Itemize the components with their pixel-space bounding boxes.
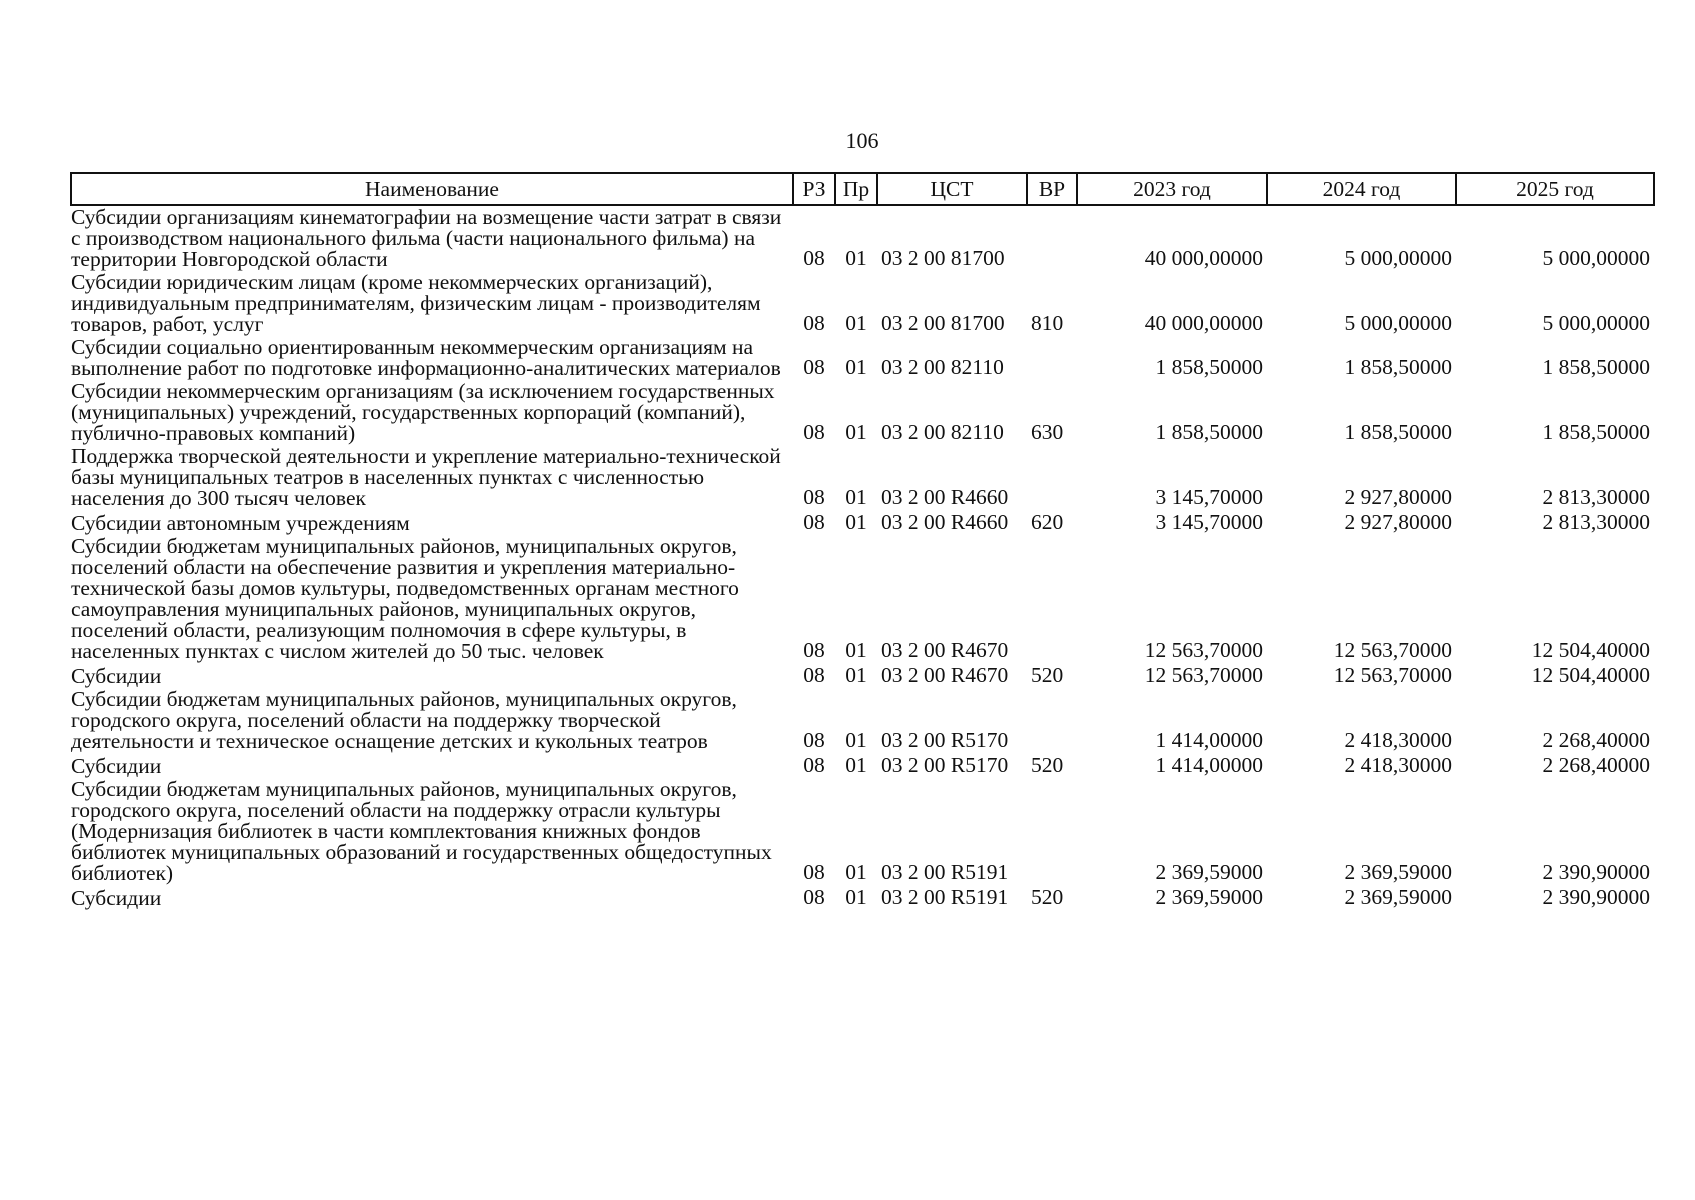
- row-cst: 03 2 00 81700: [881, 311, 1005, 335]
- row-2023: 40 000,00000: [1144, 311, 1263, 335]
- row-rz: 08: [803, 860, 825, 884]
- row-pr: 01: [845, 663, 867, 687]
- row-name: Субсидии: [71, 754, 162, 778]
- row-pr: 01: [845, 753, 867, 777]
- row-name: Субсидии бюджетам муниципальных районов, муниципальных округов, городского округа, поселений области на поддержку отрасли культуры (Модернизация библиотек в части комплектования книжных фондов библиотек муниципальных образований и государственных общедоступных библиотек): [71, 777, 772, 885]
- row-2024: 5 000,00000: [1344, 311, 1452, 335]
- header-cst: ЦСТ: [877, 173, 1027, 205]
- row-name: Субсидии: [71, 664, 162, 688]
- row-vr: 810: [1031, 311, 1064, 335]
- row-2024: 2 418,30000: [1344, 728, 1452, 752]
- row-pr: 01: [845, 355, 867, 379]
- row-name: Субсидии юридическим лицам (кроме некоммерческих организаций), индивидуальным предпринимателям, физическим лицам - производителям товаров, работ, услуг: [71, 270, 761, 336]
- header-pr: Пр: [835, 173, 877, 205]
- row-2025: 1 858,50000: [1542, 355, 1650, 379]
- row-2025: 2 390,90000: [1542, 885, 1650, 909]
- row-cst: 03 2 00 82110: [881, 420, 1004, 444]
- row-2025: 2 813,30000: [1542, 485, 1650, 509]
- row-name: Субсидии организациям кинематографии на возмещение части затрат в связи с производством национального фильма (части национального фильма) на территории Новгородской области: [71, 205, 782, 271]
- row-2023: 40 000,00000: [1144, 246, 1263, 270]
- row-2023: 1 414,00000: [1155, 728, 1263, 752]
- row-2023: 12 563,70000: [1144, 663, 1263, 687]
- row-2024: 12 563,70000: [1333, 638, 1452, 662]
- header-2023: 2023 год: [1077, 173, 1267, 205]
- row-2025: 5 000,00000: [1542, 246, 1650, 270]
- row-cst: 03 2 00 R5170: [881, 728, 1009, 752]
- row-rz: 08: [803, 753, 825, 777]
- header-vr: ВР: [1027, 173, 1077, 205]
- table-row: [71, 778, 1654, 885]
- row-cst: 03 2 00 R4670: [881, 638, 1009, 662]
- row-vr: [1027, 336, 1077, 380]
- row-vr: [1027, 205, 1077, 271]
- row-rz: 08: [803, 485, 825, 509]
- row-2025: 1 858,50000: [1542, 420, 1650, 444]
- header-2025: 2025 год: [1456, 173, 1654, 205]
- row-name: Субсидии некоммерческим организациям (за исключением государственных (муниципальных) учреждений, государственных корпораций (компаний), публично-правовых компаний): [71, 379, 775, 445]
- row-name: Поддержка творческой деятельности и укрепление материально-технической базы муниципальных театров в населенных пунктах с численностью населения до 300 тысяч человек: [71, 444, 781, 510]
- row-vr: [1027, 688, 1077, 753]
- row-name: Субсидии автономным учреждениям: [71, 511, 410, 535]
- table-row: [71, 688, 1654, 753]
- table-row: [71, 885, 1654, 910]
- row-2025: 12 504,40000: [1531, 638, 1650, 662]
- row-cst: 03 2 00 R5191: [881, 885, 1009, 909]
- row-rz: 08: [803, 420, 825, 444]
- row-cst: 03 2 00 R5170: [881, 753, 1009, 777]
- row-rz: 08: [803, 355, 825, 379]
- row-2024: 1 858,50000: [1344, 420, 1452, 444]
- table-row: [71, 753, 1654, 778]
- table-row: [71, 336, 1654, 380]
- row-2024: 2 927,80000: [1344, 510, 1452, 534]
- budget-table: [70, 172, 1655, 910]
- row-name: Субсидии социально ориентированным некоммерческим организациям на выполнение работ по подготовке информационно-аналитических материалов: [71, 335, 781, 380]
- row-2024: 2 369,59000: [1344, 885, 1452, 909]
- row-vr: [1027, 778, 1077, 885]
- row-pr: 01: [845, 510, 867, 534]
- row-2023: 1 858,50000: [1155, 355, 1263, 379]
- table-row: [71, 663, 1654, 688]
- row-pr: 01: [845, 638, 867, 662]
- row-rz: 08: [803, 246, 825, 270]
- row-2025: 2 268,40000: [1542, 728, 1650, 752]
- row-vr: 620: [1031, 510, 1064, 534]
- row-pr: 01: [845, 246, 867, 270]
- row-pr: 01: [845, 885, 867, 909]
- row-2025: 2 268,40000: [1542, 753, 1650, 777]
- row-vr: 630: [1031, 420, 1064, 444]
- table-row: [71, 205, 1654, 271]
- row-2024: 12 563,70000: [1333, 663, 1452, 687]
- row-name: Субсидии: [71, 886, 162, 910]
- row-rz: 08: [803, 663, 825, 687]
- table-row: [71, 380, 1654, 445]
- row-cst: 03 2 00 R5191: [881, 860, 1009, 884]
- header-2024: 2024 год: [1267, 173, 1456, 205]
- row-rz: 08: [803, 885, 825, 909]
- row-2023: 2 369,59000: [1155, 860, 1263, 884]
- table-row: [71, 271, 1654, 336]
- row-rz: 08: [803, 311, 825, 335]
- row-2023: 12 563,70000: [1144, 638, 1263, 662]
- row-pr: 01: [845, 420, 867, 444]
- row-name: Субсидии бюджетам муниципальных районов, муниципальных округов, городского округа, поселений области на поддержку творческой деятельности и техническое оснащение детских и кукольных театров: [71, 687, 737, 753]
- row-2023: 1 858,50000: [1155, 420, 1263, 444]
- row-pr: 01: [845, 860, 867, 884]
- row-2024: 5 000,00000: [1344, 246, 1452, 270]
- row-2024: 2 369,59000: [1344, 860, 1452, 884]
- table-header-row: [71, 173, 1654, 205]
- row-cst: 03 2 00 R4660: [881, 510, 1009, 534]
- row-vr: 520: [1031, 885, 1064, 909]
- row-2025: 2 813,30000: [1542, 510, 1650, 534]
- row-rz: 08: [803, 510, 825, 534]
- row-rz: 08: [803, 728, 825, 752]
- row-vr: 520: [1031, 663, 1064, 687]
- row-rz: 08: [803, 638, 825, 662]
- row-2023: 1 414,00000: [1155, 753, 1263, 777]
- row-2024: 2 927,80000: [1344, 485, 1452, 509]
- table-row: [71, 510, 1654, 535]
- table-row: [71, 535, 1654, 663]
- row-pr: 01: [845, 728, 867, 752]
- header-name: Наименование: [71, 173, 793, 205]
- row-2024: 2 418,30000: [1344, 753, 1452, 777]
- header-rz: РЗ: [793, 173, 835, 205]
- row-cst: 03 2 00 82110: [881, 355, 1004, 379]
- row-2023: 3 145,70000: [1155, 510, 1263, 534]
- row-2023: 2 369,59000: [1155, 885, 1263, 909]
- row-vr: 520: [1031, 753, 1064, 777]
- row-2025: 12 504,40000: [1531, 663, 1650, 687]
- row-2024: 1 858,50000: [1344, 355, 1452, 379]
- row-cst: 03 2 00 R4660: [881, 485, 1009, 509]
- row-vr: [1027, 535, 1077, 663]
- page-number: 106: [845, 128, 879, 153]
- row-cst: 03 2 00 81700: [881, 246, 1005, 270]
- row-2025: 2 390,90000: [1542, 860, 1650, 884]
- row-pr: 01: [845, 485, 867, 509]
- row-vr: [1027, 445, 1077, 510]
- table-row: [71, 445, 1654, 510]
- row-pr: 01: [845, 311, 867, 335]
- row-2023: 3 145,70000: [1155, 485, 1263, 509]
- row-cst: 03 2 00 R4670: [881, 663, 1009, 687]
- row-2025: 5 000,00000: [1542, 311, 1650, 335]
- row-name: Субсидии бюджетам муниципальных районов, муниципальных округов, поселений области на обеспечение развития и укрепления материально-технической базы домов культуры, подведомственных органам местного самоуправления муниципальных районов, муниципальных округов, поселений области, реализующим полномочия в сфере культуры, в населенных пунктах с числом жителей до 50 тыс. человек: [71, 534, 739, 663]
